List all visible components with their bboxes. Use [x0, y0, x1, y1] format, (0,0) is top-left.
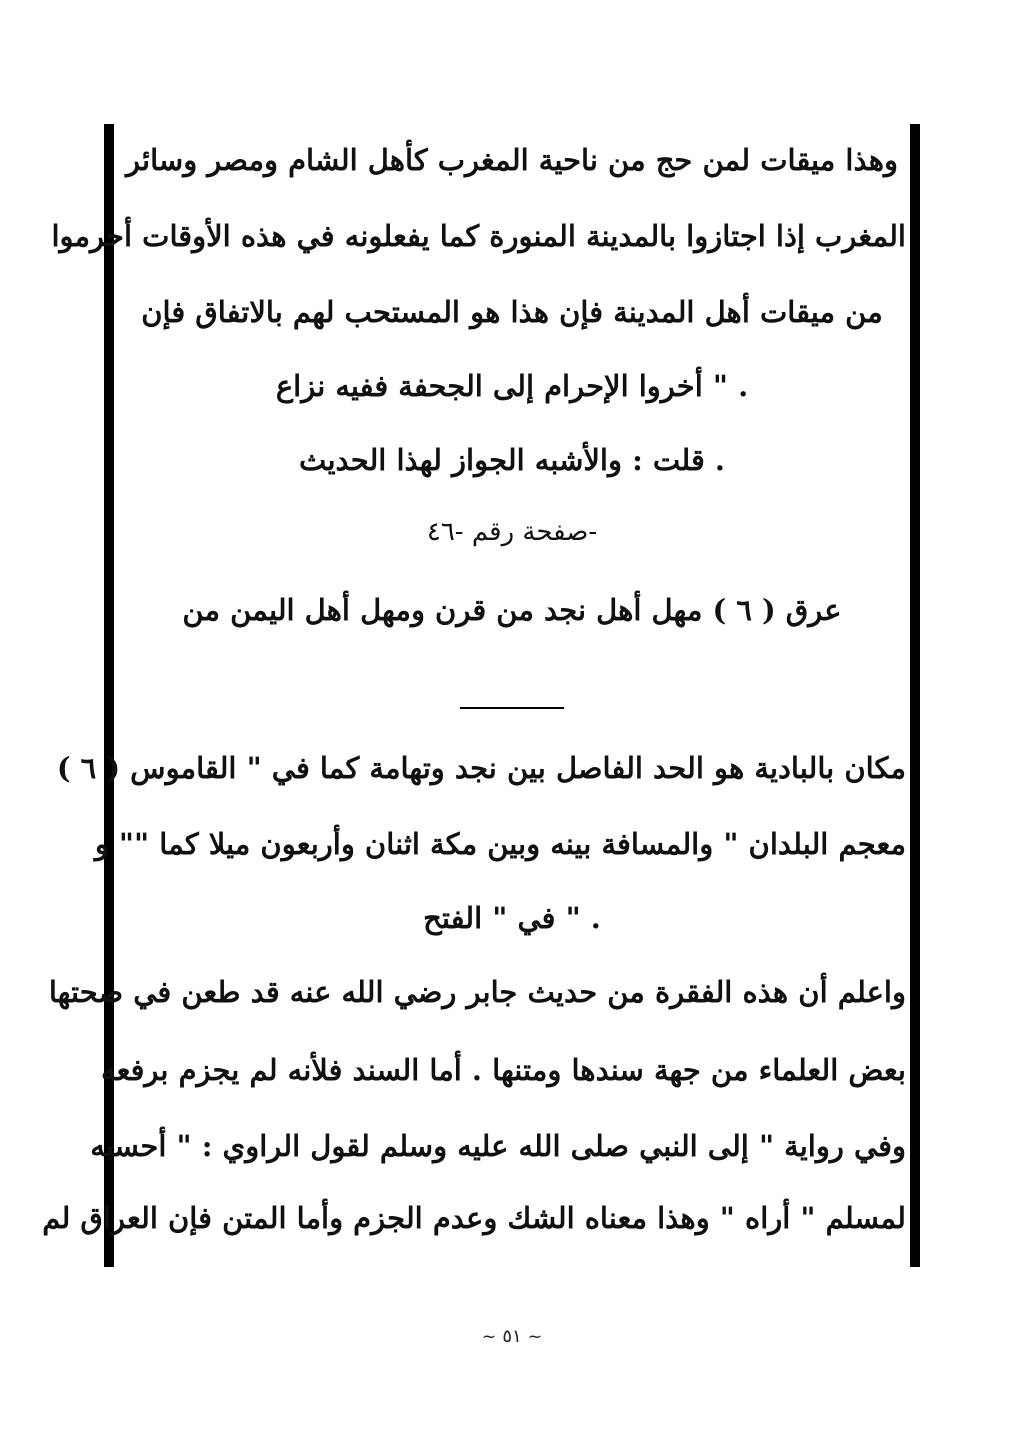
footnote-separator	[460, 707, 564, 709]
body2-line-4: لمسلم " أراه " وهذا معناه الشك وعدم الجزم وأما المتن فإن العراق لم	[42, 1201, 906, 1235]
right-border-rule	[910, 124, 920, 1267]
body2-line-3: وفي رواية " إلى النبي صلى الله عليه وسلم لقول الراوي : " أحسبه	[90, 1129, 906, 1163]
body2-line-2: بعض العلماء من جهة سندها ومتنها . أما السند فلأنه لم يجزم برفعه	[101, 1053, 906, 1087]
body-line-4: . " أخروا الإحرام إلى الجحفة ففيه نزاع	[275, 369, 749, 403]
body2-line-1: واعلم أن هذه الفقرة من حديث جابر رضي الله عنه قد طعن في صحتها	[48, 975, 906, 1009]
body-line-3: من ميقات أهل المدينة فإن هذا هو المستحب لهم بالاتفاق فإن	[141, 295, 883, 329]
footnote-line-2: معجم البلدان " والمسافة بينه وبين مكة اثنان وأربعون ميلا كما "" و	[94, 827, 906, 861]
footnote-line-1: مكان بالبادية هو الحد الفاصل بين نجد وتهامة كما في " القاموس ( ٦ )	[56, 751, 906, 785]
footnote-line-3: . " في " الفتح	[423, 901, 601, 935]
page-number: ~ ٥١ ~	[481, 1326, 543, 1347]
body-line-2: المغرب إذا اجتازوا بالمدينة المنورة كما يفعلونه في هذه الأوقات أحرموا	[51, 219, 906, 253]
body-line-5: . قلت : والأشبه الجواز لهذا الحديث	[298, 443, 726, 477]
body-line-1: وهذا ميقات لمن حج من ناحية المغرب كأهل الشام ومصر وسائر	[126, 143, 898, 177]
body-line-7: عرق ( ٦ ) مهل أهل نجد من قرن ومهل أهل اليمن من	[182, 593, 842, 627]
page-reference-label: -صفحة رقم -٤٦	[426, 517, 598, 547]
